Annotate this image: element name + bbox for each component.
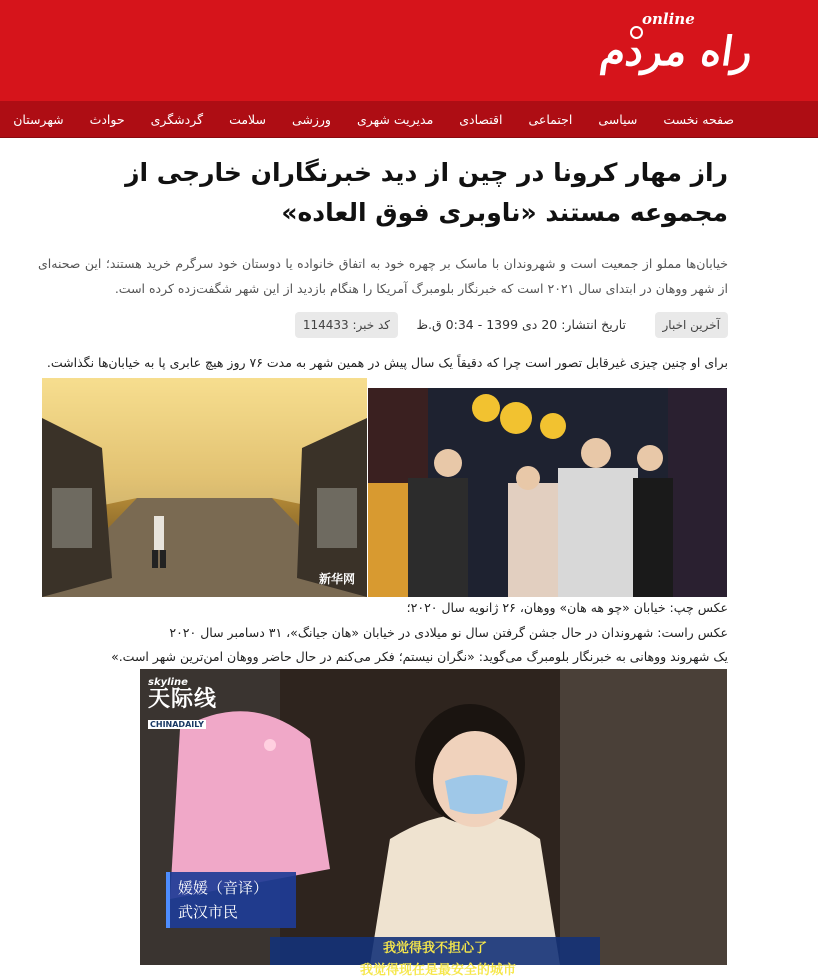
skyline-logo-small: skyline	[148, 677, 188, 688]
logo-brand-text: راه مردم	[597, 28, 756, 75]
latest-news-tag[interactable]: آخرین اخبار	[655, 312, 729, 338]
nav-item-politics[interactable]: سیاسی	[598, 111, 638, 127]
photo-empty-street	[42, 378, 367, 597]
empty-street-illustration	[42, 378, 367, 597]
article-lead: خیابان‌ها مملو از جمعیت است و شهروندان با ماسک بر چهره خود به اتفاق خانواده یا دوستان خود سرگرم خرید هستند؛ این صحنه‌ای از شهر ووهان در ابتدای سال ۲۰۲۱ است که خبرنگار بلومبرگ آمریکا را هنگام بازدید از این شهر شگفت‌زده کرده است.	[38, 256, 728, 296]
caption-right-photo: عکس راست: شهروندان در حال جشن گرفتن سال نو میلادی در خیابان «هان جیانگ»، ۳۱ دسامبر سال ۲۰۲۰	[169, 625, 728, 640]
speaker-name-box	[166, 872, 296, 928]
skyline-logo	[148, 677, 217, 731]
nav-item-economy[interactable]: اقتصادی	[459, 111, 503, 127]
video-subtitle-second: 我觉得现在是最安全的城市	[359, 963, 516, 978]
nav-item-tourism[interactable]: گردشگری	[150, 111, 204, 127]
nav-item-sports[interactable]: ورزشی	[291, 111, 331, 127]
video-subtitle: 我觉得我不担心了	[270, 937, 600, 965]
site-logo[interactable]	[597, 8, 756, 96]
xinhua-watermark: 新华网	[318, 572, 355, 586]
speaker-role: 武汉市民	[178, 903, 239, 921]
nav-item-cities[interactable]: شهرستان	[13, 111, 64, 127]
photo-crowded-street	[368, 388, 727, 597]
nav-item-social[interactable]: اجتماعی	[528, 111, 573, 127]
article-title: راز مهار کرونا در چین از دید خبرنگاران خارجی از مجموعه مستند «ناوبری فوق العاده»	[125, 158, 728, 227]
nav-item-health[interactable]: سلامت	[229, 111, 266, 127]
nav-item-urban[interactable]: مدیریت شهری	[356, 111, 434, 127]
quote-paragraph: یک شهروند ووهانی به خبرنگار بلومبرگ می‌گوید: «نگران نیستم؛ فکر می‌کنم در حال حاضر ووهان امن‌ترین شهر است.»	[111, 649, 728, 664]
crowd-illustration	[368, 388, 727, 597]
skyline-logo-main: 天际线	[148, 687, 218, 712]
embedded-video[interactable]	[140, 669, 727, 978]
site-header	[0, 0, 818, 101]
chinadaily-logo: CHINADAILY	[150, 720, 204, 729]
publish-date: تاریخ انتشار: 20 دی 1399 - 0:34 ق.ظ	[416, 317, 626, 332]
article-paragraph: برای او چنین چیزی غیرقابل تصور است چرا که دقیقاً یک سال پیش در همین شهر به مدت ۷۶ روز هیچ عابری پا به خیابان‌ها نگذاشت.	[46, 355, 728, 370]
article-meta	[38, 309, 728, 341]
main-nav	[0, 101, 818, 138]
logo-online-text: online	[642, 10, 695, 28]
news-code: کد خبر: 114433	[295, 312, 398, 338]
caption-left-photo: عکس چپ: خیابان «چو هه هان» ووهان، ۲۶ ژانویه سال ۲۰۲۰؛	[406, 600, 728, 615]
nav-item-incidents[interactable]: حوادث	[89, 111, 125, 127]
nav-item-home[interactable]: صفحه نخست	[663, 111, 734, 127]
speaker-name: 媛媛（音译）	[178, 879, 269, 897]
